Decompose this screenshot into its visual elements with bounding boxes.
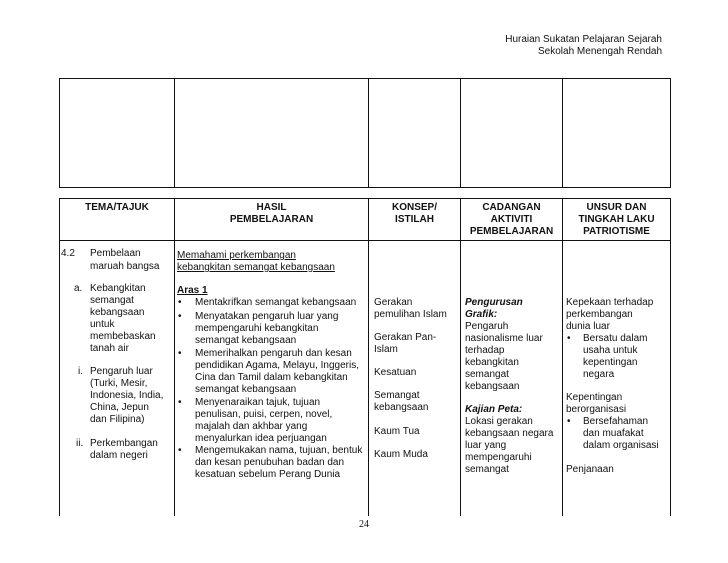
cadangan-cell: Pengurusan Grafik: Pengaruh nasionalisme luar terhadap kebangkitan semangat kebangsaan Kajian Peta: Lokasi gerakan kebangsaan negara luar yang mempengaruhi semangat bbox=[461, 241, 563, 516]
blank-cell bbox=[461, 79, 563, 188]
table-row bbox=[60, 241, 671, 516]
header-line-1: Huraian Sukatan Pelajaran Sejarah bbox=[505, 34, 662, 45]
table-header-row bbox=[60, 199, 671, 241]
header-konsep: KONSEP/ ISTILAH bbox=[369, 199, 461, 241]
header-tema: TEMA/TAJUK bbox=[60, 199, 175, 241]
unsur-cell: Kepekaan terhadap perkembangan dunia luar • Bersatu dalam usaha untuk kepentingan negara Kepentingan berorganisasi • Bersefahaman dan muafakat dalam organisasi Penjanaan bbox=[563, 241, 671, 516]
document-header bbox=[505, 34, 662, 58]
hasil-cell: Memahami perkembangan kebangkitan semangat kebangsaan Aras 1 • Mentakrifkan semangat kebangsaan • Menyatakan pengaruh luar yang mempengaruhi kebangkitan semangat kebangsaan • Memerihalkan pengaruh dan kesan pendidikan Agama, Melayu, Inggeris, Cina dan Tamil dalam kebangkitan semangat kebangsaan • Menyenaraikan tajuk, tujuan penulisan, puisi, cerpen, novel, majalah dan akhbar yang menyalurkan idea perjuangan • Mengemukakan nama, tujuan, bentuk dan kesan penubuhan badan dan kesatuan sebelum Perang Dunia bbox=[175, 241, 369, 516]
blank-cell bbox=[369, 79, 461, 188]
syllabus-table bbox=[59, 198, 671, 516]
header-hasil: HASIL PEMBELAJARAN bbox=[175, 199, 369, 241]
header-cadangan: CADANGAN AKTIVITI PEMBELAJARAN bbox=[461, 199, 563, 241]
page-number: 24 bbox=[359, 519, 369, 530]
continuation-table bbox=[59, 78, 671, 188]
blank-cell bbox=[563, 79, 671, 188]
header-line-2: Sekolah Menengah Rendah bbox=[538, 46, 662, 57]
header-unsur: UNSUR DAN TINGKAH LAKU PATRIOTISME bbox=[563, 199, 671, 241]
blank-cell bbox=[175, 79, 369, 188]
tema-cell: 4.2 Pembelaan maruah bangsa a. Kebangkitan semangat kebangsaan untuk membebaskan tanah air i. Pengaruh luar (Turki, Mesir, Indonesia, India, China, Jepun dan Filipina) ii. Perkembangan dalam negeri bbox=[60, 241, 175, 516]
blank-cell bbox=[60, 79, 175, 188]
konsep-cell: Gerakan pemulihan Islam Gerakan Pan- Islam Kesatuan Semangat kebangsaan Kaum Tua Kaum Muda bbox=[369, 241, 461, 516]
